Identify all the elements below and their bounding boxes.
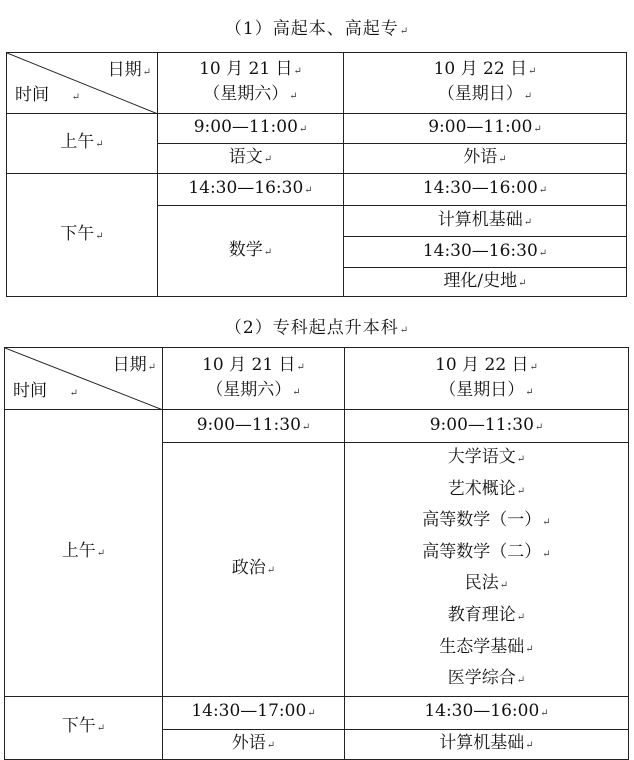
schedule-table-2	[4, 347, 629, 760]
am-subject-sat: 政治↵	[163, 443, 345, 697]
section2-title: （2）专科起点升本科↵	[224, 318, 410, 338]
corner-date-label: 日期↵	[112, 355, 156, 375]
date-header-sat: 10 月 21 日↵ （星期六）↵	[158, 53, 344, 114]
corner-time-label: 时间 ↵	[13, 381, 79, 401]
pm-subject-sat: 数学↵	[158, 206, 344, 297]
pm-label-cell: 下午↵	[7, 174, 158, 297]
subject-list-item: 生态学基础↵	[439, 636, 534, 657]
am-time-sat: 9:00—11:00↵	[158, 114, 344, 144]
subject-list-item: 艺术概论↵	[447, 478, 526, 499]
corner-date-label: 日期↵	[107, 60, 151, 80]
am-label-cell: 上午↵	[5, 410, 163, 697]
pm-subject-sat: 外语↵	[163, 729, 345, 759]
pm-subject2-sun: 理化/史地↵	[344, 268, 627, 297]
am-subject-list-sun	[345, 443, 629, 697]
am-subject-sun: 外语↵	[344, 144, 627, 174]
date-header-sun: 10 月 22 日↵ （星期日）↵	[345, 348, 629, 410]
pm-time1-sun: 14:30—16:00↵	[344, 174, 627, 206]
am-time-sun: 9:00—11:30↵	[345, 410, 629, 443]
pm-subject-sun: 计算机基础↵	[345, 729, 629, 759]
pm-label-cell: 下午↵	[5, 696, 163, 759]
am-label-cell: 上午↵	[7, 114, 158, 174]
am-time-sat: 9:00—11:30↵	[163, 410, 345, 443]
date-header-sun: 10 月 22 日↵ （星期日）↵	[344, 53, 627, 114]
pm-time-sun: 14:30—16:00↵	[345, 696, 629, 729]
schedule-table-1	[6, 52, 627, 297]
corner-header-cell	[7, 53, 158, 114]
pm-subject1-sun: 计算机基础↵	[344, 206, 627, 237]
pm-time2-sun: 14:30—16:30↵	[344, 237, 627, 268]
section1-title: （1）高起本、高起专↵	[224, 19, 410, 39]
pm-time-sat: 14:30—17:00↵	[163, 696, 345, 729]
subject-list-item: 大学语文↵	[447, 447, 526, 467]
am-subject-sat: 语文↵	[158, 144, 344, 174]
date-header-sat: 10 月 21 日↵ （星期六）↵	[163, 348, 345, 410]
subject-list-item: 医学综合↵	[447, 668, 526, 689]
pm-time-sat: 14:30—16:30↵	[158, 174, 344, 206]
subject-list-item: 民法↵	[464, 573, 509, 594]
subject-list-item: 教育理论↵	[447, 604, 526, 625]
corner-header-cell	[5, 348, 163, 410]
subject-list-item: 高等数学（一）↵	[422, 510, 551, 531]
am-time-sun: 9:00—11:00↵	[344, 114, 627, 144]
corner-time-label: 时间 ↵	[15, 85, 81, 105]
subject-list-item: 高等数学（二）↵	[422, 541, 551, 562]
